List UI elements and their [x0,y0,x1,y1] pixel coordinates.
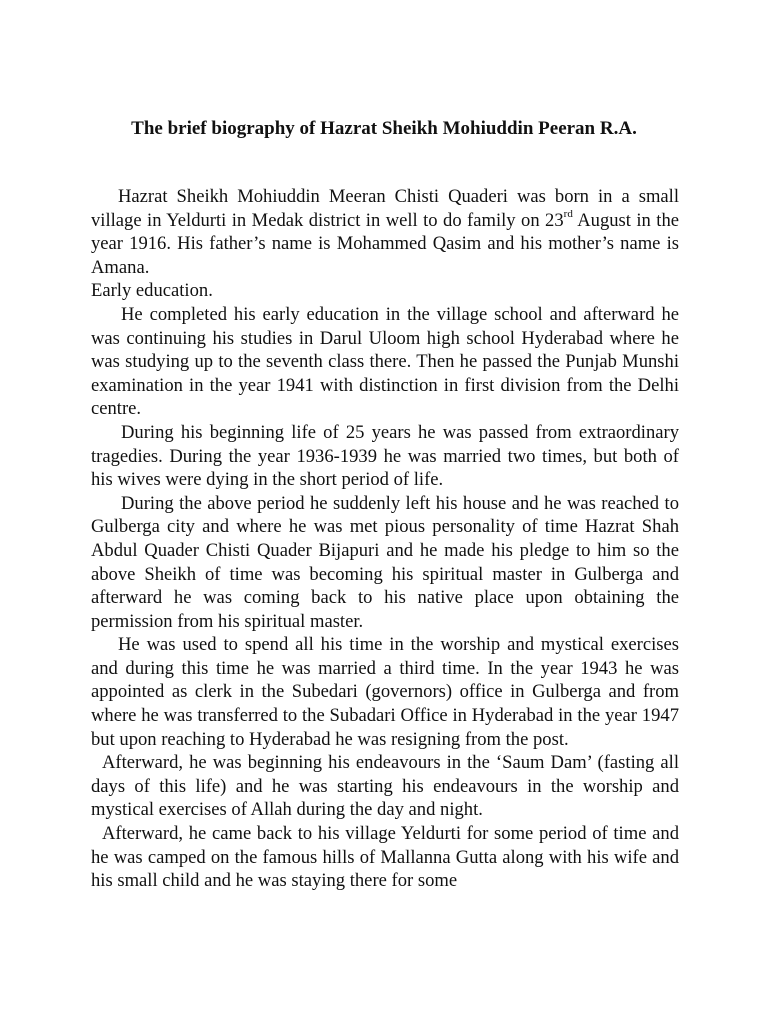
ordinal-suffix: rd [563,207,573,220]
intro-paragraph [91,185,679,279]
intro-text-start: Hazrat Sheikh Mohiuddin Meeran Chisti Quaderi was born in a small village in Yeldurti in Medak district in well to do family on 23 [91,186,679,231]
paragraph-early-education: He completed his early education in the village school and afterward he was continuing his studies in Darul Uloom high school Hyderabad where he was studying up to the seventh class there. Then he passed the Punjab Munshi examination in the year 1941 with distinction in first division from the Delhi centre. [91,303,679,420]
paragraph-saum-dam: Afterward, he was beginning his endeavours in the ‘Saum Dam’ (fasting all days of this life) and he was starting his endeavours in the worship and mystical exercises of Allah during the day and night. [91,752,679,821]
intro-text-end: August in the year 1916. His father’s name is Mohammed Qasim and his mother’s name is Amana. [91,209,679,278]
paragraph-mallanna-gutta: Afterward, he came back to his village Yeldurti for some period of time and he was camped on the famous hills of Mallanna Gutta along with his wife and his small child and he was staying there for some [91,823,679,892]
paragraph-tragedies: During his beginning life of 25 years he was passed from extraordinary tragedies. During the year 1936-1939 he was married two times, but both of his wives were dying in the short period of life. [91,421,679,491]
document-title: The brief biography of Hazrat Sheikh Mohiuddin Peeran R.A. [131,118,637,139]
document-body [91,185,679,893]
paragraph-gulberga: During the above period he suddenly left his house and he was reached to Gulberga city and where he was met pious personality of time Hazrat Shah Abdul Quader Chisti Quader Bijapuri and he made his pledge to him so the above Sheikh of time was becoming his spiritual master in Gulberga and afterward he was coming back to his native place upon obtaining the permission from his spiritual master. [91,492,679,632]
section-heading-early-education: Early education. [91,280,213,302]
paragraph-worship: He was used to spend all his time in the worship and mystical exercises and during this time he was married a third time. In the year 1943 he was appointed as clerk in the Subedari (governors) office in Gulberga and from where he was transferred to the Subadari Office in Hyderabad in the year 1947 but upon reaching to Hyderabad he was resigning from the post. [91,634,679,750]
